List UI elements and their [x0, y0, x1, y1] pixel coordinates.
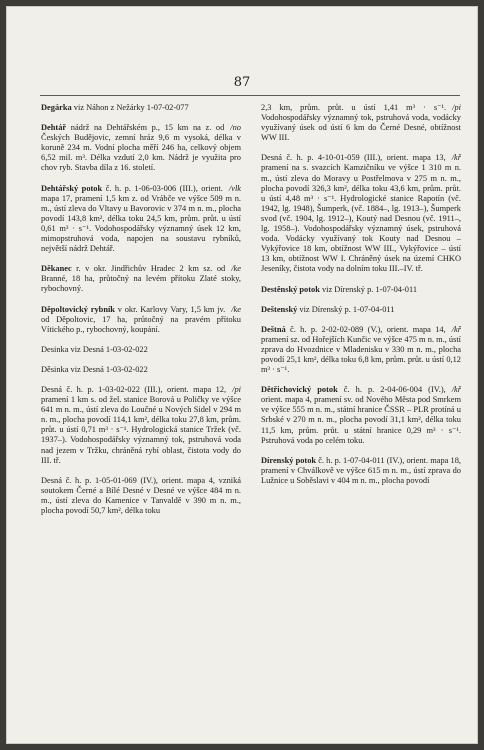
author-signature: /ke	[231, 304, 241, 314]
entry-text: viz Náhon z Nežárky 1-07-02-077	[71, 103, 189, 112]
author-signature: /pi	[232, 384, 241, 394]
entry-headword: Děpoltovický rybník	[41, 304, 115, 314]
author-signature: /kř	[451, 153, 461, 163]
entry-text: č. h. p. 1-07-04-011 (IV.), orient. mapa 18, pramení v Chválkově ve výšce 615 m n. m., ústí zprava do Lužnice u Soběslavi v 404 m n. m., plocha povodí	[261, 455, 461, 485]
entry-headword: Deštná	[261, 324, 286, 334]
entry-text: viz Dírenský p. 1-07-04-011	[319, 284, 418, 294]
dictionary-entry	[41, 184, 241, 255]
entry-text: Desná č. h. p. 1-05-01-069 (IV.), orient. mapa 4, vzniká soutokem Černé a Bílé Desné v Desné ve výšce 484 m n. m., ústí zleva do Kamenice v Tanvaldě v 390 m n. m., plocha povodí 50,7 km², délka toku	[41, 475, 241, 515]
dictionary-entry	[261, 305, 461, 315]
dictionary-entry	[261, 103, 461, 143]
dictionary-entry	[41, 305, 241, 335]
entry-text: Děsinka viz Desná 1-03-02-022	[41, 364, 148, 374]
entry-headword: Deštenský	[261, 304, 298, 314]
entry-headword: Destěnský potok	[261, 284, 320, 294]
dictionary-entry	[261, 456, 461, 486]
entry-text: Desná č. h. p. 1-03-02-022 (III.), orient. mapa 12, pramení 1 km s. od žel. stanice Borová u Poličky ve výšce 641 m n. m., ústí zleva do Loučné u Nových Sidel v 294 m n. m., plocha povodí 114,1 km², délka toku 27,8 km, prům. průt. u ústí 0,71 m³ · s⁻¹. Hydrologická stanice Tržek (vč. 1937–). Vodohospodářsky významný tok, pstruhová voda nad jezem v Tržku, chráněná rybí oblast, čistota vody do III. tř.	[41, 384, 241, 465]
entry-headword: Dehtářský potok	[41, 183, 103, 193]
dictionary-entry	[41, 264, 241, 294]
dictionary-entry	[261, 153, 461, 274]
entry-headword: Degárka	[41, 103, 72, 112]
entry-text: r. v okr. Jindřichův Hradec 2 km sz. od Branné, 18 ha, průtočný na levém přítoku Zlaté stoky, rybochovný.	[41, 264, 241, 294]
entry-text: č. h. p. 2-02-02-089 (V.), orient. mapa 14, pramení sz. od Hořejších Kunčic ve výšce 475 m n. m., ústí zprava do Hvozdnice v Mladenisku v 330 m n. m., plocha povodí 25,1 km², délka toku 6,8 km, prům. průt. u ústí 0,12 m³ · s⁻¹.	[261, 324, 461, 375]
entry-headword: Dětřichovický potok	[261, 385, 338, 395]
author-signature: /ke	[231, 264, 241, 274]
entry-text: 2,3 km, prům. průt. u ústí 1,41 m³ · s⁻¹. Vodohospodářsky významný tok, pstruhová voda, vodácky využívaný úsek od ústí 6 km do Černé Desné, obtížnost WW III.	[261, 103, 461, 143]
author-signature: /no	[230, 123, 241, 133]
author-signature: /vlk	[228, 183, 241, 193]
left-column	[41, 103, 241, 526]
dictionary-entry	[41, 385, 241, 466]
author-signature: /kř	[451, 385, 461, 395]
entry-headword: Dehtář	[41, 123, 67, 133]
dictionary-entry	[261, 385, 461, 446]
entry-headword: Děkanec	[41, 264, 72, 274]
entry-text: Desná č. h. p. 4-10-01-059 (III.), orient. mapa 13, pramení na s. svazcích Kamzičníku ve výšce 1 310 m n. m., ústí zleva do Moravy u Postřelmova v 275 m n. m., plocha povodí 326,3 km², délka toku 43,6 km, prům. průt. u ústí 4,48 m³ · s⁻¹. Hydrologické stanice Rapotín (vč. 1942, lg. 1948), Šumperk, (vč. 1884–, lg. 1913–), Šumperk svod (vč. 1904, lg. 1912–), Koutý nad Desnou (vč. 1911–, lg. 1958–). Vodohospodářsky významný úsek, pstruhová voda. Vodácky využívaný tok Kouty nad Desnou – Vykýřovice 18 km, obtížnost WW III., Vykýřovice – ústí 13 km, obtížnost WW I. Chráněný úsek na území CHKO Jeseníky, čistota vody na dolním toku III.–IV. tř.	[261, 153, 461, 274]
dictionary-entry	[41, 103, 241, 113]
dictionary-entry	[41, 123, 241, 173]
page-number: 87	[233, 75, 251, 90]
page	[6, 6, 478, 744]
right-column	[261, 103, 461, 496]
dictionary-entry	[261, 325, 461, 375]
entry-text: č. h. p. 2-04-06-004 (IV.), orient. mapa 4, pramení sv. od Nového Města pod Smrkem ve výšce 555 m n. m., státní hranice ČSSR – PLR protíná u Srbské v 270 m n. m., plocha povodí 31,1 km², délka toku 11,5 km, prům. průt. u státní hranice 0,29 m³ · s⁻¹. Pstruhová voda po celém toku.	[261, 385, 461, 445]
author-signature: /kř	[451, 324, 461, 334]
header-rule	[40, 95, 460, 96]
dictionary-entry	[261, 285, 461, 295]
entry-text: Desinka viz Desná 1-03-02-022	[41, 344, 148, 354]
author-signature: /pi	[452, 103, 461, 112]
dictionary-entry	[41, 365, 241, 375]
dictionary-entry	[41, 476, 241, 516]
entry-text: č. h. p. 1-06-03-006 (III.), orient. mapa 17, pramení 1,5 km z. od Vrábče ve výšce 509 m n. m., ústí zleva do Vltavy u Bavorovic v 374 m n. m., plocha povodí 143,8 km², délka toku 24,5 km, prům. průt. u ústí 0,61 m³ · s⁻¹. Vodohospodářsky významný úsek 12 km, mimopstruhová voda, napojen na soustavu rybníků, největší nádrž Dehtář.	[41, 183, 241, 254]
entry-text: viz Dírenský p. 1-07-04-011	[297, 304, 395, 314]
dictionary-entry	[41, 345, 241, 355]
entry-headword: Dírenský potok	[261, 455, 317, 465]
entry-text: nádrž na Dehtářském p., 15 km na z. od Českých Budějovic, zemní hráz 9,6 m vysoká, délka v koruně 234 m. Vodní plocha měří 246 ha, celkový objem 6,52 mil. m³. Délka vzdutí 2,0 km. Nádrž je využita pro chov ryb. Stavba díla z 16. století.	[41, 123, 241, 173]
entry-text: v okr. Karlovy Vary, 1,5 km jv. od Děpoltovic, 17 ha, průtočný na pravém přítoku Vítického p., rybochovný, koupání.	[41, 304, 241, 334]
